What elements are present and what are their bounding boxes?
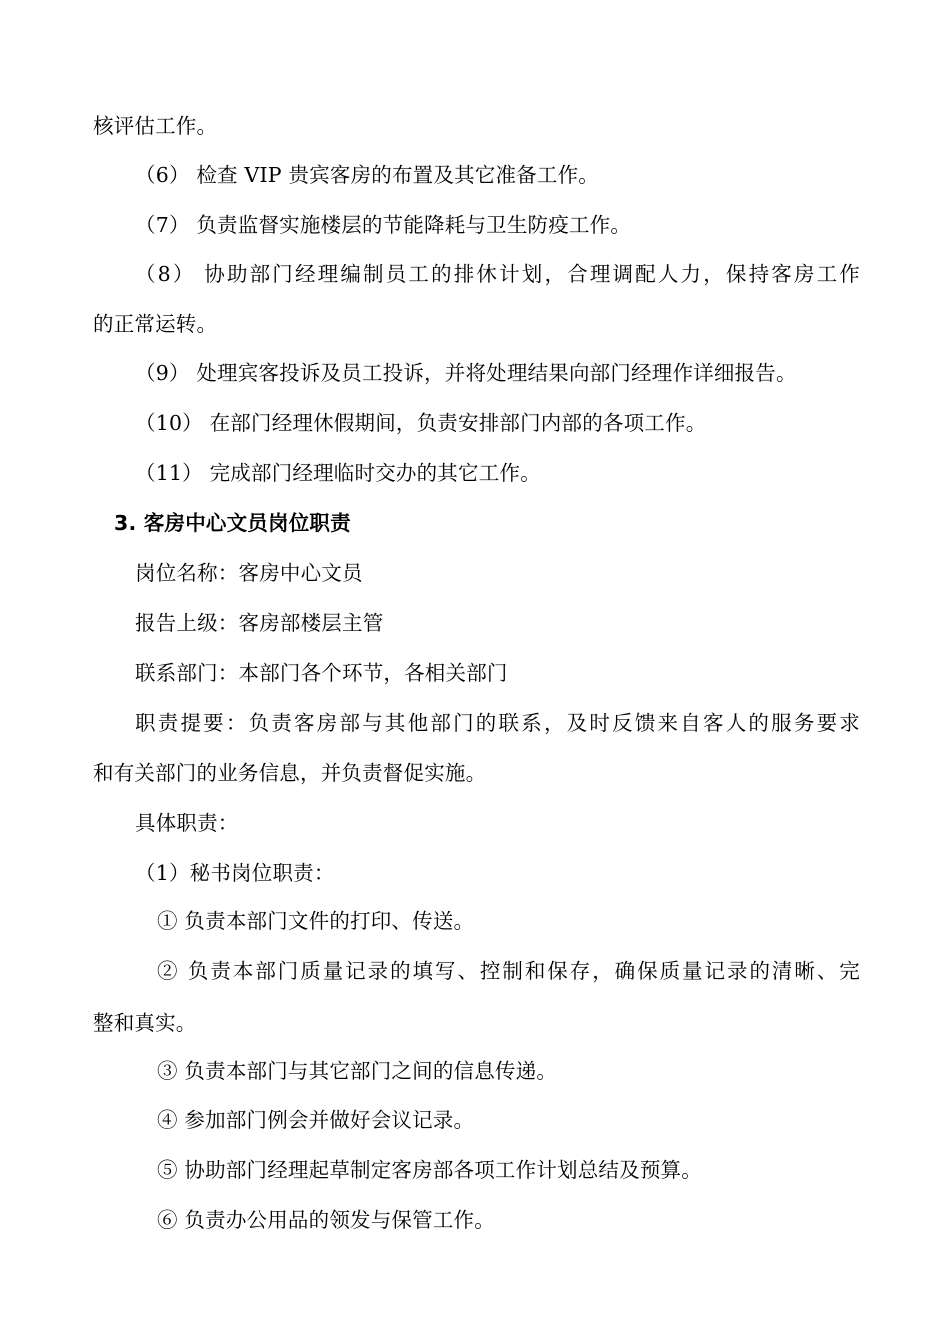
section-heading: 3. 客房中心文员岗位职责: [114, 511, 351, 535]
position-name-line: 岗位名称：客房中心文员: [135, 561, 363, 585]
list-item-11: （11） 完成部门经理临时交办的其它工作。: [135, 461, 541, 485]
list-item-9: （9） 处理宾客投诉及员工投诉，并将处理结果向部门经理作详细报告。: [135, 361, 797, 385]
list-item-7: （7） 负责监督实施楼层的节能降耗与卫生防疫工作。: [135, 213, 632, 237]
duty-summary-continued: 和有关部门的业务信息，并负责督促实施。: [93, 761, 487, 785]
paragraph-line: 核评估工作。: [93, 114, 218, 138]
contact-departments-line: 联系部门：本部门各个环节，各相关部门: [135, 661, 508, 685]
list-item-6: （6） 检查 VIP 贵宾客房的布置及其它准备工作。: [135, 163, 599, 187]
specific-duties-label: 具体职责：: [135, 811, 239, 835]
secretary-duty-5: ⑤ 协助部门经理起草制定客房部各项工作计划总结及预算。: [157, 1158, 702, 1182]
secretary-duty-2: ② 负责本部门质量记录的填写、控制和保存，确保质量记录的清晰、完: [157, 959, 860, 983]
duty-summary-line: 职责提要：负责客房部与其他部门的联系，及时反馈来自客人的服务要求: [135, 711, 860, 735]
secretary-duty-1: ① 负责本部门文件的打印、传送。: [157, 909, 475, 933]
list-item-8-continued: 的正常运转。: [93, 312, 218, 336]
secretary-duty-3: ③ 负责本部门与其它部门之间的信息传递。: [157, 1059, 558, 1083]
list-item-10: （10） 在部门经理休假期间，负责安排部门内部的各项工作。: [135, 411, 707, 435]
secretary-duty-6: ⑥ 负责办公用品的领发与保管工作。: [157, 1208, 495, 1232]
list-item-8: （8） 协助部门经理编制员工的排休计划，合理调配人力，保持客房工作: [135, 262, 860, 286]
reports-to-line: 报告上级：客房部楼层主管: [135, 611, 384, 635]
secretary-duties-heading: （1）秘书岗位职责：: [135, 861, 335, 885]
secretary-duty-2-continued: 整和真实。: [93, 1011, 197, 1035]
secretary-duty-4: ④ 参加部门例会并做好会议记录。: [157, 1108, 475, 1132]
